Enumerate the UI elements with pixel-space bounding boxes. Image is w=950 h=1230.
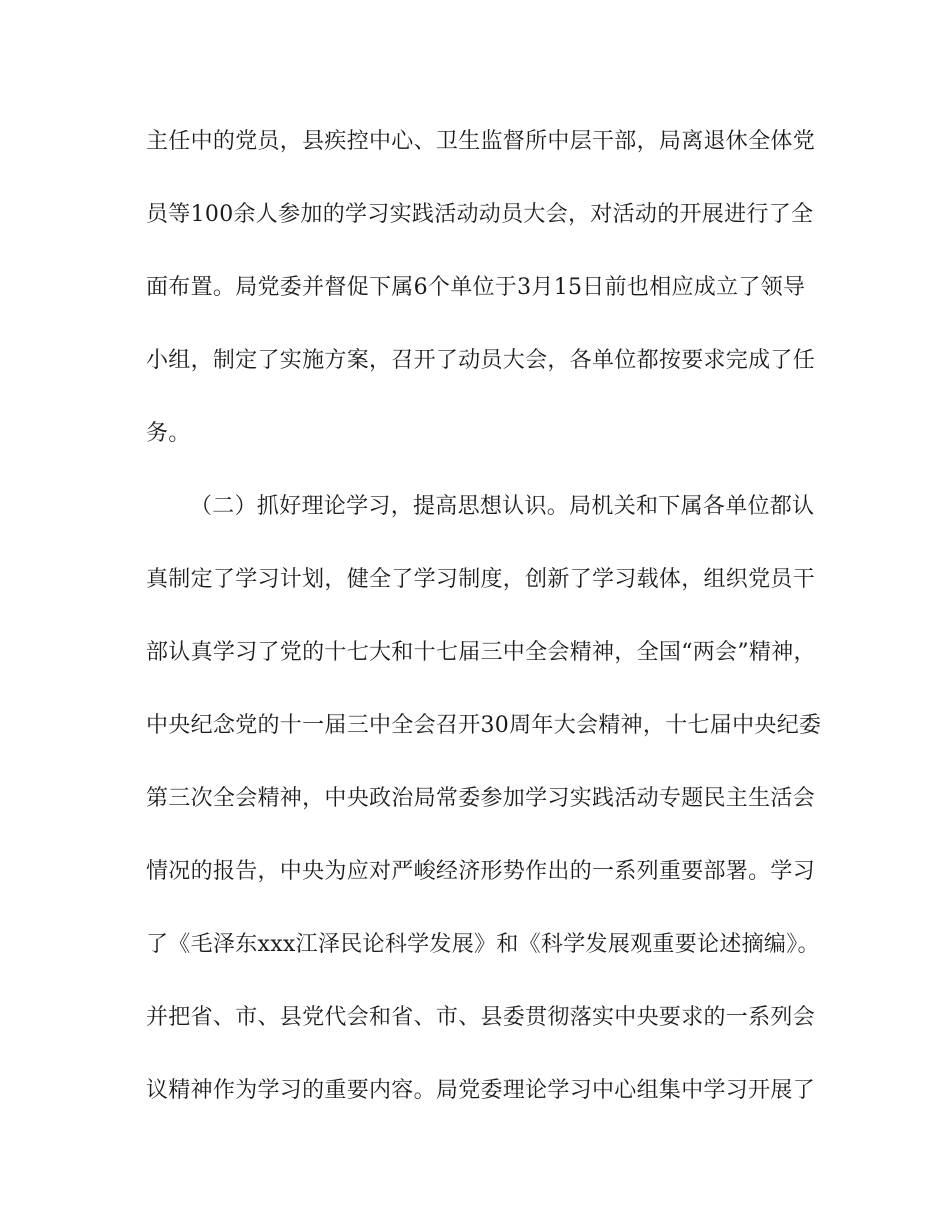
body-text [146, 118, 822, 1140]
text-line: 部认真学习了党的十七大和十七届三中全会精神，全国“两会”精神， [146, 640, 816, 665]
text-line: 真制定了学习计划，健全了学习制度，创新了学习载体，组织党员干 [146, 567, 816, 592]
text-line: 员等100余人参加的学习实践活动动员大会，对活动的开展进行了全 [146, 202, 814, 227]
text-line: 并把省、市、县党代会和省、市、县委贯彻落实中央要求的一系列会 [146, 1005, 816, 1030]
text-line: 主任中的党员，县疾控中心、卫生监督所中层干部，局离退休全体党 [146, 129, 816, 154]
text-line: 第三次全会精神，中央政治局常委参加学习实践活动专题民主生活会 [146, 786, 816, 811]
text-line: 务。 [146, 421, 191, 446]
text-line: 面布置。局党委并督促下属6个单位于3月15日前也相应成立了领导 [146, 275, 806, 300]
text-line: 议精神作为学习的重要内容。局党委理论学习中心组集中学习开展了 [146, 1078, 816, 1103]
text-line: 情况的报告，中央为应对严峻经济形势作出的一系列重要部署。学习 [146, 859, 816, 884]
text-line: 小组，制定了实施方案，召开了动员大会，各单位都按要求完成了任 [146, 348, 816, 373]
text-line: 中央纪念党的十一届三中全会召开30周年大会精神，十七届中央纪委 [146, 713, 822, 738]
section-heading-line: （二）抓好理论学习，提高思想认识。局机关和下属各单位都认 [190, 494, 815, 519]
text-line: 了《毛泽东xxx江泽民论科学发展》和《科学发展观重要论述摘编》。 [146, 932, 820, 957]
